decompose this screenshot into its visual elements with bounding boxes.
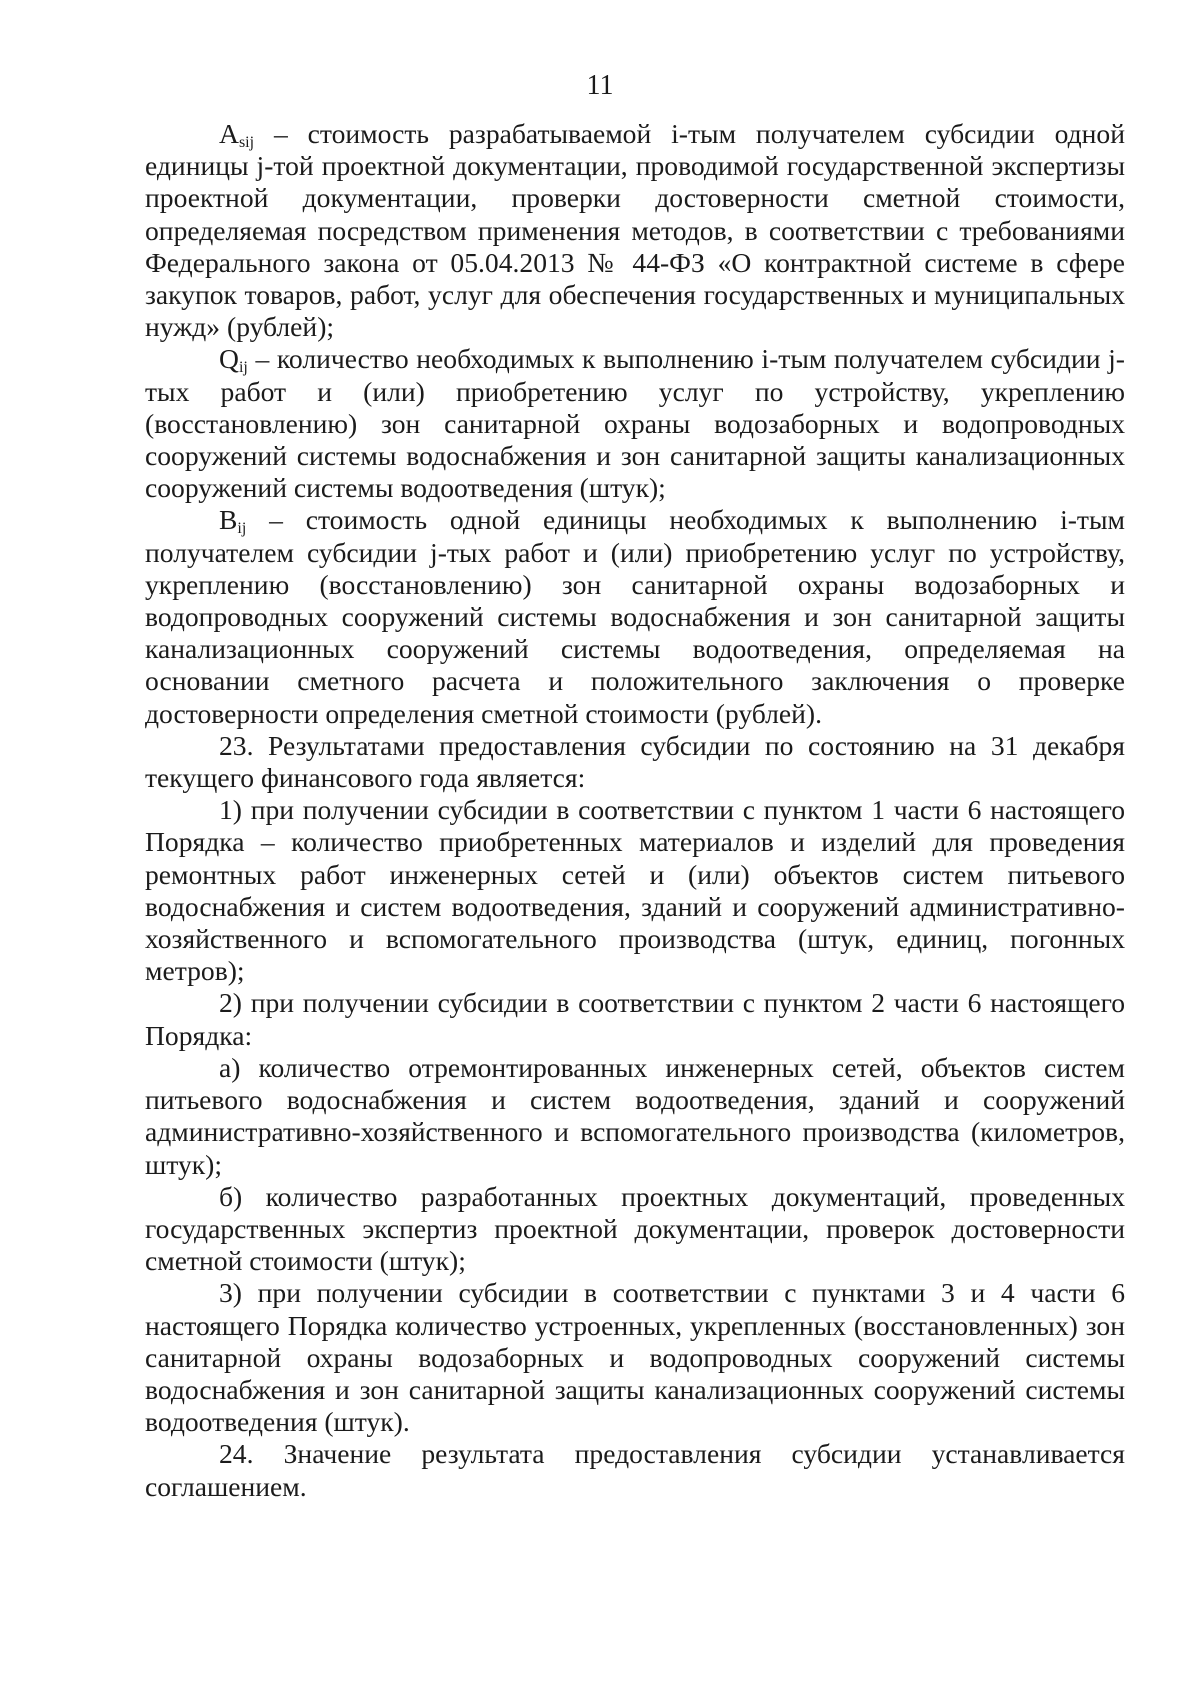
paragraph-subitem-1: 1) при получении субсидии в соответствии с пунктом 1 части 6 настоящего Порядка – количество приобретенных материалов и изделий для проведения ремонтных работ инженерных сетей и (или) объектов систем питьевого водоснабжения и систем водоотведения, зданий и сооружений административно-хозяйственного и вспомогательного производства (штук, единиц, погонных метров); xyxy=(145,794,1125,987)
paragraph-text: – количество необходимых к выполнению i-тым получателем субсидии j-тых работ и (или) приобретению услуг по устройству, укреплению (восстановлению) зон санитарной охраны водозаборных и водопроводных сооружений системы водоснабжения и зон санитарной защиты канализационных сооружений системы водоотведения (штук); xyxy=(145,343,1125,504)
paragraph-subitem-2b: б) количество разработанных проектных документаций, проведенных государственных экспертиз проектной документации, проверок достоверности сметной стоимости (штук); xyxy=(145,1180,1125,1277)
subscript-sij: sij xyxy=(238,134,255,151)
paragraph-qij-definition xyxy=(145,343,1125,504)
paragraph-asij-definition xyxy=(145,118,1125,343)
symbol-q: Q xyxy=(219,343,239,375)
symbol-b: B xyxy=(219,504,238,536)
paragraph-item-24: 24. Значение результата предоставления субсидии устанавливается соглашением. xyxy=(145,1438,1125,1502)
paragraph-bij-definition xyxy=(145,504,1125,729)
paragraph-subitem-3: 3) при получении субсидии в соответствии с пунктами 3 и 4 части 6 настоящего Порядка количество устроенных, укрепленных (восстановленных) зон санитарной охраны водозаборных и водопроводных сооружений системы водоснабжения и зон санитарной защиты канализационных сооружений системы водоотведения (штук). xyxy=(145,1277,1125,1438)
subscript-ij: ij xyxy=(238,359,248,377)
page-number: 11 xyxy=(586,70,614,101)
paragraph-subitem-2a: а) количество отремонтированных инженерных сетей, объектов систем питьевого водоснабжения и систем водоотведения, зданий и сооружений административно-хозяйственного и вспомогательного производства (километров, штук); xyxy=(145,1051,1125,1180)
document-body xyxy=(145,118,1125,1503)
symbol-a: A xyxy=(219,118,239,149)
paragraph-text: – стоимость одной единицы необходимых к выполнению i-тым получателем субсидии j-тых работ и (или) приобретению услуг по устройству, укреплению (восстановлению) зон санитарной охраны водозаборных и водопроводных сооружений системы водоснабжения и зон санитарной защиты канализационных сооружений системы водоотведения, определяемая на основании сметного расчета и положительного заключения о проверке достоверности определения сметной стоимости (рублей). xyxy=(145,504,1125,729)
paragraph-text: – стоимость разрабатываемой i-тым получателем субсидии одной единицы j-той проектной документации, проводимой государственной экспертизы проектной документации, проверки достоверности сметной стоимости, определяемая посредством применения методов, в соответствии с требованиями Федерального закона от 05.04.2013 № 44-ФЗ «О контрактной системе в сфере закупок товаров, работ, услуг для обеспечения государственных и муниципальных нужд» (рублей); xyxy=(145,118,1125,343)
paragraph-subitem-2: 2) при получении субсидии в соответствии с пунктом 2 части 6 настоящего Порядка: xyxy=(145,987,1125,1051)
paragraph-item-23: 23. Результатами предоставления субсидии по состоянию на 31 декабря текущего финансового года является: xyxy=(145,729,1125,794)
subscript-ij: ij xyxy=(237,520,247,538)
